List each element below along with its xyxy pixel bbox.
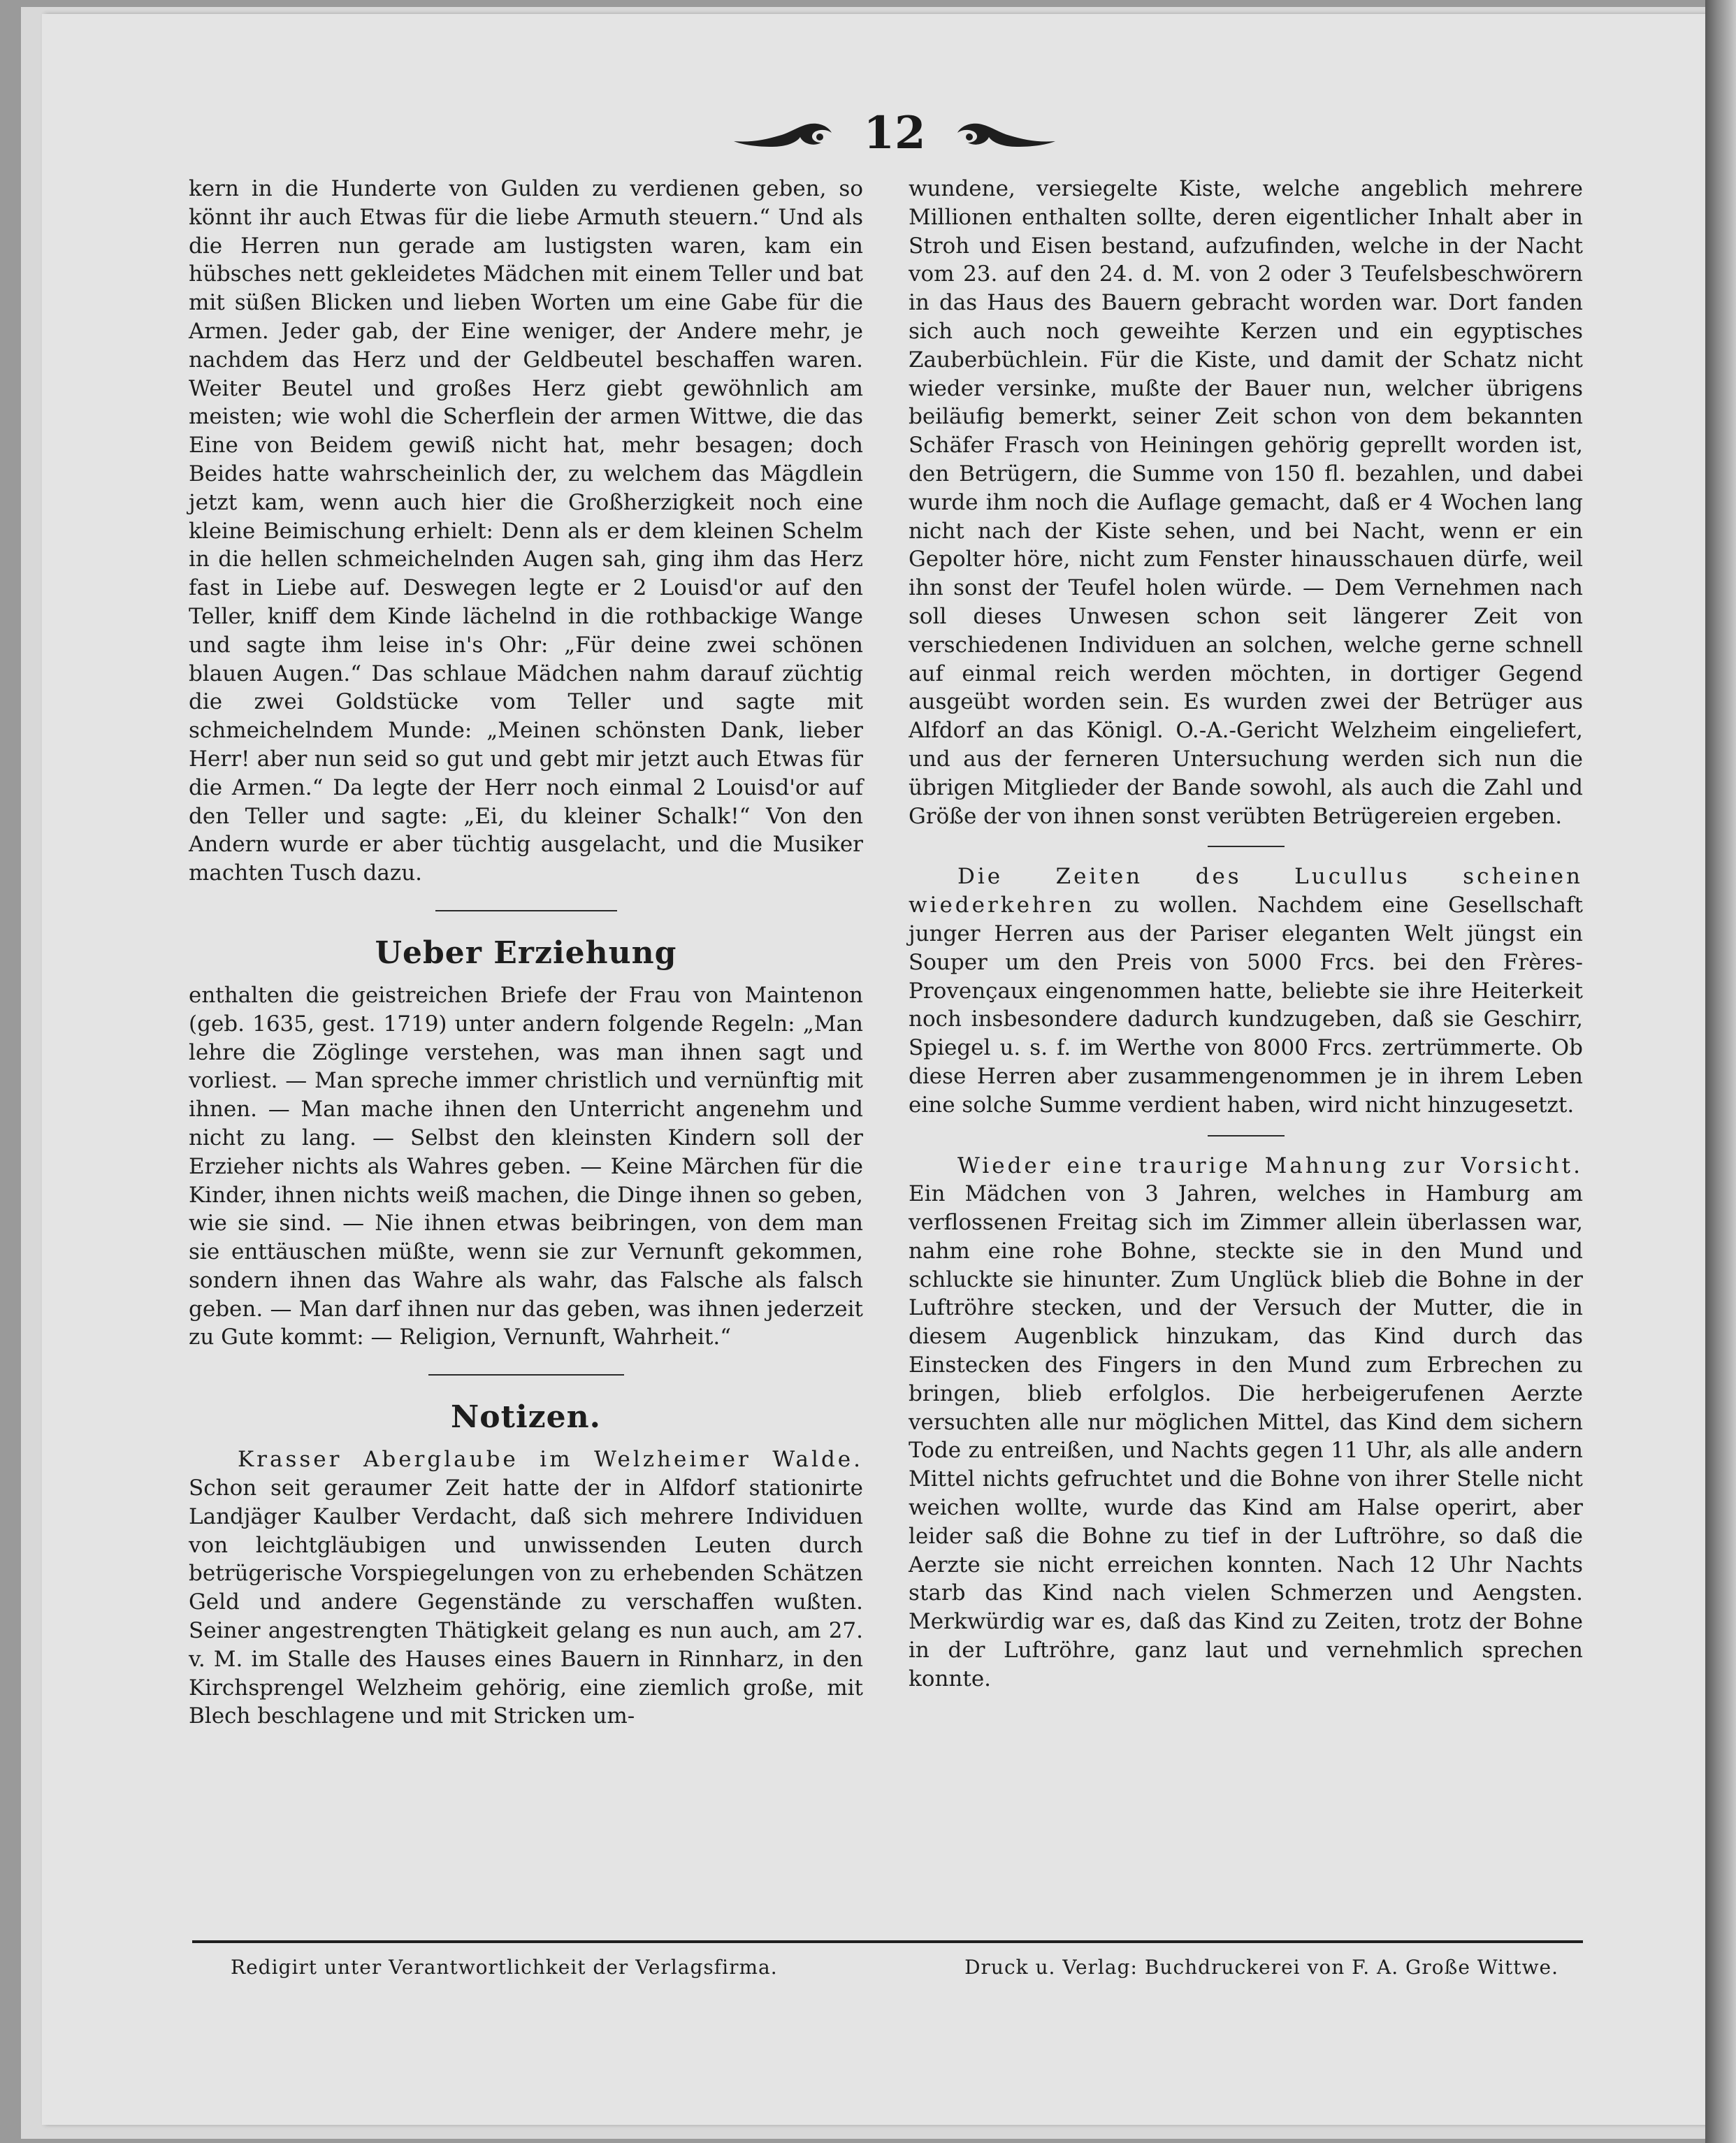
aberglaube-lead: Krasser Aberglaube im Welzheimer Walde.: [238, 1447, 863, 1473]
page-header: [699, 84, 1090, 182]
section-divider: [428, 1374, 624, 1376]
lucullus-lead: Die Zeiten des Lucullus scheinen wiederkehren: [909, 864, 1583, 918]
footer-rule: [192, 1940, 1583, 1943]
lucullus-paragraph: zu wollen. Nachdem eine Gesellschaft junger Herren aus der Pariser eleganten Welt jüngst ein Souper um den Preis von 5000 Frcs. bei den Frères-Provençaux eingenommen hatte, beliebte sie ihre Heiterkeit noch insbesondere dadurch kundzugeben, daß sie Geschirr, Spiegel u. s. f. im Werthe von 8000 Frcs. zertrümmerte. Ob diese Herren aber zusammengenommen je in ihrem Leben eine solche Summe verdient haben, wird nicht hinzugesetzt.: [909, 893, 1584, 1118]
aberglaube-paragraph: Schon seit geraumer Zeit hatte der in Alfdorf stationirte Landjäger Kaulber Verdacht, daß sich mehrere Individuen von leichtgläubigen und unwissenden Leuten durch betrügerische Vorspiegelungen von zu erhebenden Schätzen Geld und andere Gegenstände zu verschaffen wußten. Seiner angestrengten Thätigkeit gelang es nun auch, am 27. v. M. im Stalle des Hauses eines Bauern in Rinnharz, in den Kirchsprengel Welzheim gehörig, eine ziemlich große, mit Blech beschlagene und mit Stricken um-: [189, 1475, 863, 1729]
story-ending-paragraph: kern in die Hunderte von Gulden zu verdienen geben, so könnt ihr auch Etwas für die liebe Armuth steuern.“ Und als die Herren nun gerade am lustigsten waren, kam ein hübsches nett gekleidetes Mädchen mit einem Teller und bat mit süßen Blicken und lieben Worten um eine Gabe für die Armen. Jeder gab, der Eine weniger, der Andere mehr, je nachdem das Herz und der Geldbeutel beschaffen waren. Weiter Beutel und großes Herz giebt gewöhnlich am meisten; wie wohl die Scherflein der armen Wittwe, die das Eine von Beidem gewiß nicht hat, mehr besagen; doch Beides hatte wahrscheinlich der, zu welchem das Mägdlein jetzt kam, wenn auch hier die Großherzigkeit noch eine kleine Beimischung erhielt: Denn als er dem kleinen Schelm in die hellen schmeichelnden Augen sah, ging ihm das Herz fast in Liebe auf. Deswegen legte er 2 Louisd'or auf den Teller, kniff dem Kinde lächelnd in die rothbackige Wange und sagte ihm leise in's Ohr: „Für deine zwei schönen blauen Augen.“ Das schlaue Mädchen nahm darauf züchtig die zwei Goldstücke vom Teller und sagte mit schmeichelndem Munde: „Meinen schönsten Dank, lieber Herr! aber nun seid so gut und gebt mir jetzt auch Etwas für die Armen.“ Da legte der Herr noch einmal 2 Louisd'or auf den Teller und sagte: „Ei, du kleiner Schalk!“ Von den Andern wurde er aber tüchtig ausgelacht, und die Musiker machten Tusch dazu.: [189, 176, 863, 886]
left-ornament-icon: [730, 112, 835, 154]
page-footer: [231, 1950, 1558, 1984]
footer-printer-note: Druck u. Verlag: Buchdruckerei von F. A. Große Wittwe.: [964, 1955, 1558, 1979]
section-divider: [435, 910, 617, 911]
page-number: 12: [863, 106, 926, 159]
notizen-heading: Notizen.: [451, 1399, 601, 1436]
right-column: [909, 175, 1583, 1694]
aberglaube-continuation: wundene, versiegelte Kiste, welche angeblich mehrere Millionen enthalten sollte, deren eigentlicher Inhalt aber in Stroh und Eisen bestand, aufzufinden, welche in der Nacht vom 23. auf den 24. d. M. von 2 oder 3 Teufelsbeschwörern in das Haus des Bauern gebracht worden war. Dort fanden sich auch noch geweihte Kerzen und ein egyptisches Zauberbüchlein. Für die Kiste, und damit der Schatz nicht wieder versinke, mußte der Bauer nun, welcher übrigens beiläufig bemerkt, seiner Zeit schon von dem bekannten Schäfer Frasch von Heiningen gehörig geprellt worden ist, den Betrügern, die Summe von 150 fl. bezahlen, und dabei wurde ihm noch die Auflage gemacht, daß er 4 Wochen lang nicht nach der Kiste sehen, und bei Nacht, wenn er ein Gepolter höre, nicht zum Fenster hinausschauen dürfe, weil ihn sonst der Teufel holen würde. — Dem Vernehmen nach soll dieses Unwesen schon seit längerer Zeit von verschiedenen Individuen an solchen, welche gerne schnell auf einmal reich werden möchten, in dortiger Gegend ausgeübt worden sein. Es wurden zwei der Betrüger aus Alfdorf an das Königl. O.-A.-Gericht Welzheim eingeliefert, und aus der ferneren Untersuchung werden sich nun die übrigen Mitglieder der Bande sowohl, als auch die Zahl und Größe der von ihnen sonst verübten Betrügereien ergeben.: [909, 176, 1583, 829]
section-divider: [1208, 846, 1285, 847]
section-divider: [1208, 1135, 1285, 1137]
book-binding: [1705, 0, 1736, 2143]
erziehung-paragraph: enthalten die geistreichen Briefe der Frau von Maintenon (geb. 1635, gest. 1719) unter andern folgende Regeln: „Man lehre die Zöglinge verstehen, was man ihnen sagt und vorliest. — Man spreche immer christlich und vernünftig mit ihnen. — Man mache ihnen den Unterricht angenehm und nicht zu lang. — Selbst den kleinsten Kindern soll der Erzieher nichts als Wahres geben. — Keine Märchen für die Kinder, ihnen nichts weiß machen, die Dinge ihnen so geben, wie sie sind. — Nie ihnen etwas beibringen, von dem man sie enttäuschen müßte, wenn sie zur Vernunft gekommen, sondern ihnen das Wahre als wahr, das Falsche als falsch geben. — Man darf ihnen nur das geben, was ihnen jederzeit zu Gute kommt: — Religion, Vernunft, Wahrheit.“: [189, 982, 863, 1350]
mahnung-paragraph: Ein Mädchen von 3 Jahren, welches in Hamburg am verflossenen Freitag sich im Zimmer allein überlassen war, nahm eine rohe Bohne, steckte sie in den Mund und schluckte sie hinunter. Zum Unglück blieb die Bohne in der Luftröhre stecken, und der Versuch der Mutter, die in diesem Augenblick hinzukam, das Kind durch das Einstecken des Fingers in den Mund zum Erbrechen zu bringen, blieb erfolglos. Die herbeigerufenen Aerzte versuchten alle nur möglichen Mittel, das Kind dem sichern Tode zu entreißen, und Nachts gegen 11 Uhr, als alle andern Mittel nichts gefruchtet und die Bohne von ihrer Stelle nicht weichen wollte, wurde das Kind am Halse operirt, aber leider saß die Bohne zu tief in der Luftröhre, so daß die Aerzte sie nicht erreichen konnten. Nach 12 Uhr Nachts starb das Kind nach vielen Schmerzen und Aengsten. Merkwürdig war es, daß das Kind zu Zeiten, trotz der Bohne in der Luftröhre, ganz laut und vernehmlich sprechen konnte.: [909, 1181, 1583, 1691]
erziehung-heading: Ueber Erziehung: [375, 935, 677, 971]
right-ornament-icon: [954, 112, 1059, 154]
footer-editor-note: Redigirt unter Verantwortlichkeit der Verlagsfirma.: [231, 1955, 778, 1979]
left-column: [189, 175, 863, 1731]
mahnung-lead: Wieder eine traurige Mahnung zur Vorsicht.: [957, 1153, 1583, 1178]
